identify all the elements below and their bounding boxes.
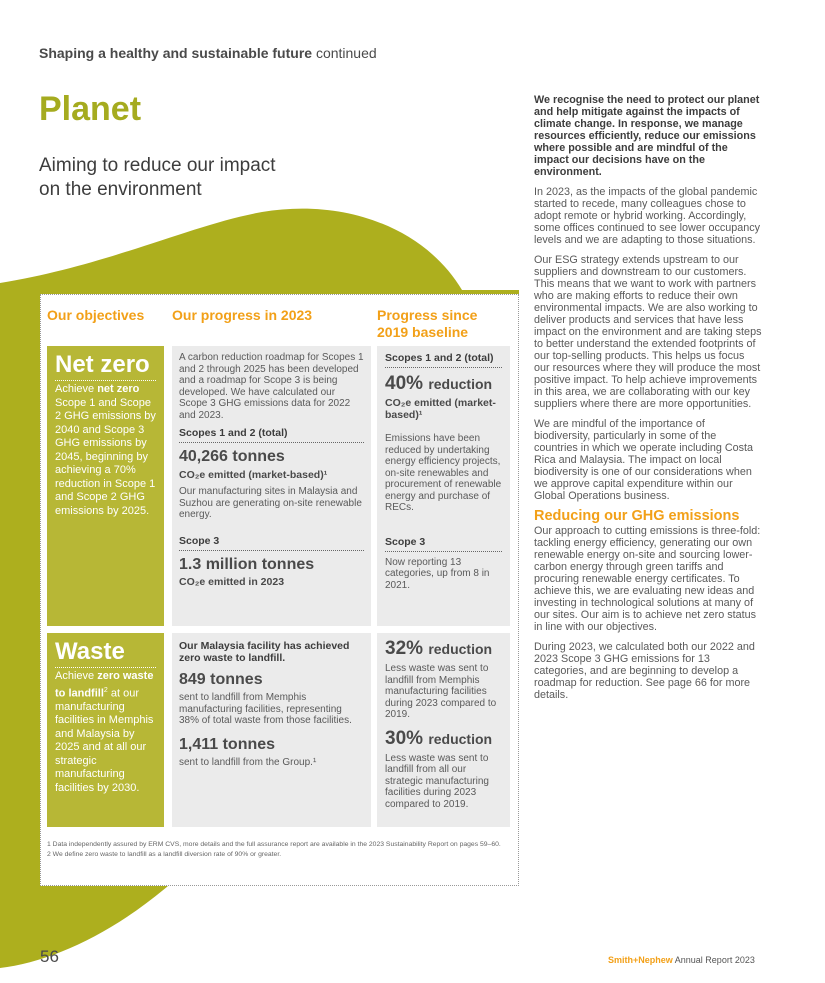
scope12-label: Scopes 1 and 2 (total) [179, 427, 288, 439]
waste-pct-1: 32% reduction [385, 638, 493, 659]
scope3-value: 1.3 million tonnes [179, 555, 315, 573]
roadmap-text: A carbon reduction roadmap for Scopes 1 and 2 through 2025 has been developed and a roadmap for Scope 3 is being developed. We have calculated our Scope 3 GHG emissions data for 2022 and 2023. [179, 352, 364, 421]
divider [55, 380, 156, 381]
footer-brand: Smith+Nephew Annual Report 2023 [608, 955, 755, 965]
page-subtitle: Aiming to reduce our impact on the environment [39, 155, 276, 200]
objectives-panel [40, 294, 519, 886]
scope3-label: Scope 3 [179, 534, 220, 547]
goal-title: Waste [55, 638, 125, 665]
goal-waste [47, 633, 164, 827]
footnotes [47, 840, 513, 859]
paragraph-3: We are mindful of the importance of biodiversity, particularly in some of the countries in which we operate including Costa Rica and Malaysia. The impact on local biodiversity is one of our considerations when we approve capital expenditure within our Global Operations business. [534, 418, 754, 502]
scope12-value: 40,266 tonnes [179, 448, 285, 465]
progress-waste [172, 633, 371, 827]
waste-lead: Our Malaysia facility has achieved zero waste to landfill. [179, 640, 350, 664]
right-column [534, 94, 762, 709]
divider [385, 551, 502, 552]
goal-title: Net zero [55, 351, 150, 378]
since-scope12-pct: 40% reduction [385, 373, 493, 394]
since-net-zero [377, 346, 510, 626]
scope12-unit: CO₂e emitted (market-based)¹ [179, 469, 328, 481]
footnote-2: 2 We define zero waste to landfill as a landfill diversion rate of 90% or greater. [47, 851, 282, 858]
page-number: 56 [40, 947, 59, 966]
divider [55, 667, 156, 668]
section-header: Shaping a healthy and sustainable future continued [39, 45, 377, 61]
goal-text: Achieve zero waste to landfill$^2$ at our manufacturing facilities in Memphis and Malaysia by 2025 and at all our strategic manufacturing facilities by 2030. [55, 670, 154, 794]
paragraph-1: In 2023, as the impacts of the global pandemic started to recede, many colleagues chose to adopt remote or hybrid working. Accordingly, some offices continued to see lower occupancy levels and we are adapting to those situations. [534, 186, 761, 246]
since-scope3-label: Scope 3 [385, 535, 426, 548]
since-scope3-note: Now reporting 13 categories, up from 8 in 2021. [385, 556, 490, 591]
scope12-note: Our manufacturing sites in Malaysia and Suzhou are generating on-site renewable energy. [179, 486, 362, 520]
column-header-progress: Our progress in 2023 [172, 307, 313, 323]
section-heading-ghg: Reducing our GHG emissions [534, 508, 740, 524]
divider [179, 550, 364, 551]
column-header-since: Progress since 2019 baseline [377, 307, 478, 340]
waste-pct-note-1: Less waste was sent to landfill from Memphis manufacturing facilities during 2023 compared to 2019. [385, 663, 497, 720]
paragraph-4: Our approach to cutting emissions is three-fold: tackling energy efficiency, generating our own renewable energy on-site and sourcing lower-carbon energy through green tariffs and procuring renewable energy certificates. To achieve this, we are evaluating new ideas and investing in technological solutions at many of our sites. Our aim is to achieve net zero status in line with our objectives. [534, 525, 761, 633]
footnote-1: 1 Data independently assured by ERM CVS, more details and the full assurance report are available in the 2023 Sustainability Report on pages 59–60. [47, 841, 501, 848]
waste-note-1: sent to landfill from Memphis manufacturing facilities, representing 38% of total waste from those facilities. [179, 692, 352, 726]
waste-pct-2: 30% reduction [385, 727, 493, 749]
progress-net-zero [172, 346, 371, 626]
paragraph-5: During 2023, we calculated both our 2022 and 2023 Scope 3 GHG emissions for 13 categories, and are beginning to develop a roadmap for reduction. See page 66 for more details. [534, 641, 755, 701]
divider [179, 442, 364, 443]
waste-value-2: 1,411 tonnes [179, 735, 276, 753]
page-title: Planet [39, 90, 142, 128]
goal-net-zero [47, 346, 164, 626]
since-scope12-note: Emissions have been reduced by undertaking energy efficiency projects, on-site renewables and procurement of renewable energy and purchase of RECs. [385, 433, 502, 513]
since-scope12-label: Scopes 1 and 2 (total) [385, 352, 494, 364]
column-header-objectives: Our objectives [47, 307, 145, 323]
goal-text: Achieve net zero Scope 1 and Scope 2 GHG emissions by 2040 and Scope 3 GHG emissions by 2045, beginning by achieving a 70% reduction in Scope 1 and Scope 2 GHG emissions by 2025. [55, 383, 156, 517]
since-waste [377, 633, 510, 827]
scope3-unit: CO₂e emitted in 2023 [179, 575, 285, 588]
intro-lead: We recognise the need to protect our planet and help mitigate against the impacts of climate change. In response, we manage resources efficiently, reduce our emissions where possible and are mindful of the impact our decisions have on the environment. [534, 94, 760, 178]
since-scope12-unit: CO₂e emitted (market-based)¹ [385, 397, 496, 421]
divider [385, 367, 502, 368]
waste-note-2: sent to landfill from the Group.¹ [179, 756, 317, 768]
paragraph-2: Our ESG strategy extends upstream to our suppliers and downstream to our customers. This means that we want to work with partners who are making efforts to reduce their own environmental impacts. We are also working to deliver products and services that have less impact on the environment and are taking steps to better understand the extended footprints of our top-selling products. This helps us focus our resources where they will produce the most positive impact. To help achieve improvements in this area, we are collaborating with our key suppliers where there are more opportunities. [534, 254, 762, 410]
waste-value-1: 849 tonnes [179, 671, 263, 688]
waste-pct-note-2: Less waste was sent to landfill from all our strategic manufacturing facilities during 2023 compared to 2019. [385, 752, 489, 810]
